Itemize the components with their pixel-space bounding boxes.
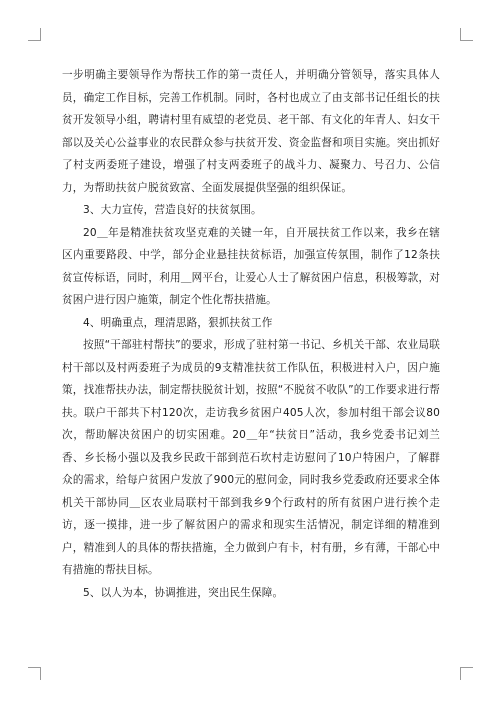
paragraph-3: 20＿年是精准扶贫攻坚克难的关键一年，自开展扶贫工作以来，我乡在辖区内重要路段、中学，部分企业悬挂扶贫标语，加强宣传氛围，制作了12条扶贫宣传标语，同时，利用＿网平台，让爱心人士了解贫困户信息，积极筹款，对贫困户进行因户施策，制定个性化帮扶措施。 xyxy=(62,226,440,306)
paragraph-1: 一步明确主要领导作为帮扶工作的第一责任人，并明确分管领导，落实具体人员，确定工作目标，完善工作机制。同时，各村也成立了由支部书记任组长的扶贫开发领导小组，聘请村里有威望的老党员、老干部、有文化的年青人、妇女干部以及关心公益事业的农民群众参与扶贫开发、资金监督和项目实施。突出抓好了村支两委班子建设，增强了村支两委班子的战斗力、凝聚力、号召力、公信力，为帮助扶贫户脱贫致富、全面发展提供坚强的组织保证。 xyxy=(62,69,440,194)
paragraph-2-heading: 3、大力宣传，营造良好的扶贫氛围。 xyxy=(83,204,262,216)
paragraph-6-heading: 5、以人为本，协调推进，突出民生保障。 xyxy=(83,586,284,599)
paragraph-5: 按照“干部驻村帮扶”的要求，形成了驻村第一书记、乡机关干部、农业局联村干部以及村两委班子为成员的9支精准扶贫工作队伍，积极进村入户，因户施策，找准帮扶办法，制定帮扶脱贫计划，按照“不脱贫不收队”的工作要求进行帮扶。联户干部共下村120次，走访我乡贫困户405人次，参加村组干部会议80次，帮助解决贫困户的切实困难。20＿年“扶贫日”活动，我乡党委书记刘兰香、乡长杨小强以及我乡民政干部到范石坎村走访慰问了10户特困户，了解群众的需求，给每户贫困户发放了900元的慰问金，同时我乡党委政府还要求全体机关干部协同＿区农业局联村干部到我乡9个行政村的所有贫困户进行挨个走访，逐一摸排，进一步了解贫困户的需求和现实生活情况，制定详细的精准到户，精准到人的具体的帮扶措施，全力做到户有卡，村有册，乡有薄，干部心中有措施的帮扶目标。 xyxy=(62,339,440,576)
crop-mark-bottom-left xyxy=(28,667,41,680)
crop-mark-bottom-right xyxy=(460,667,473,680)
paragraph-4-heading: 4、明确重点，理清思路，狠抓扶贫工作 xyxy=(83,316,273,329)
crop-mark-top-left xyxy=(28,28,41,41)
crop-mark-top-right xyxy=(460,28,473,41)
document-body xyxy=(62,64,440,604)
